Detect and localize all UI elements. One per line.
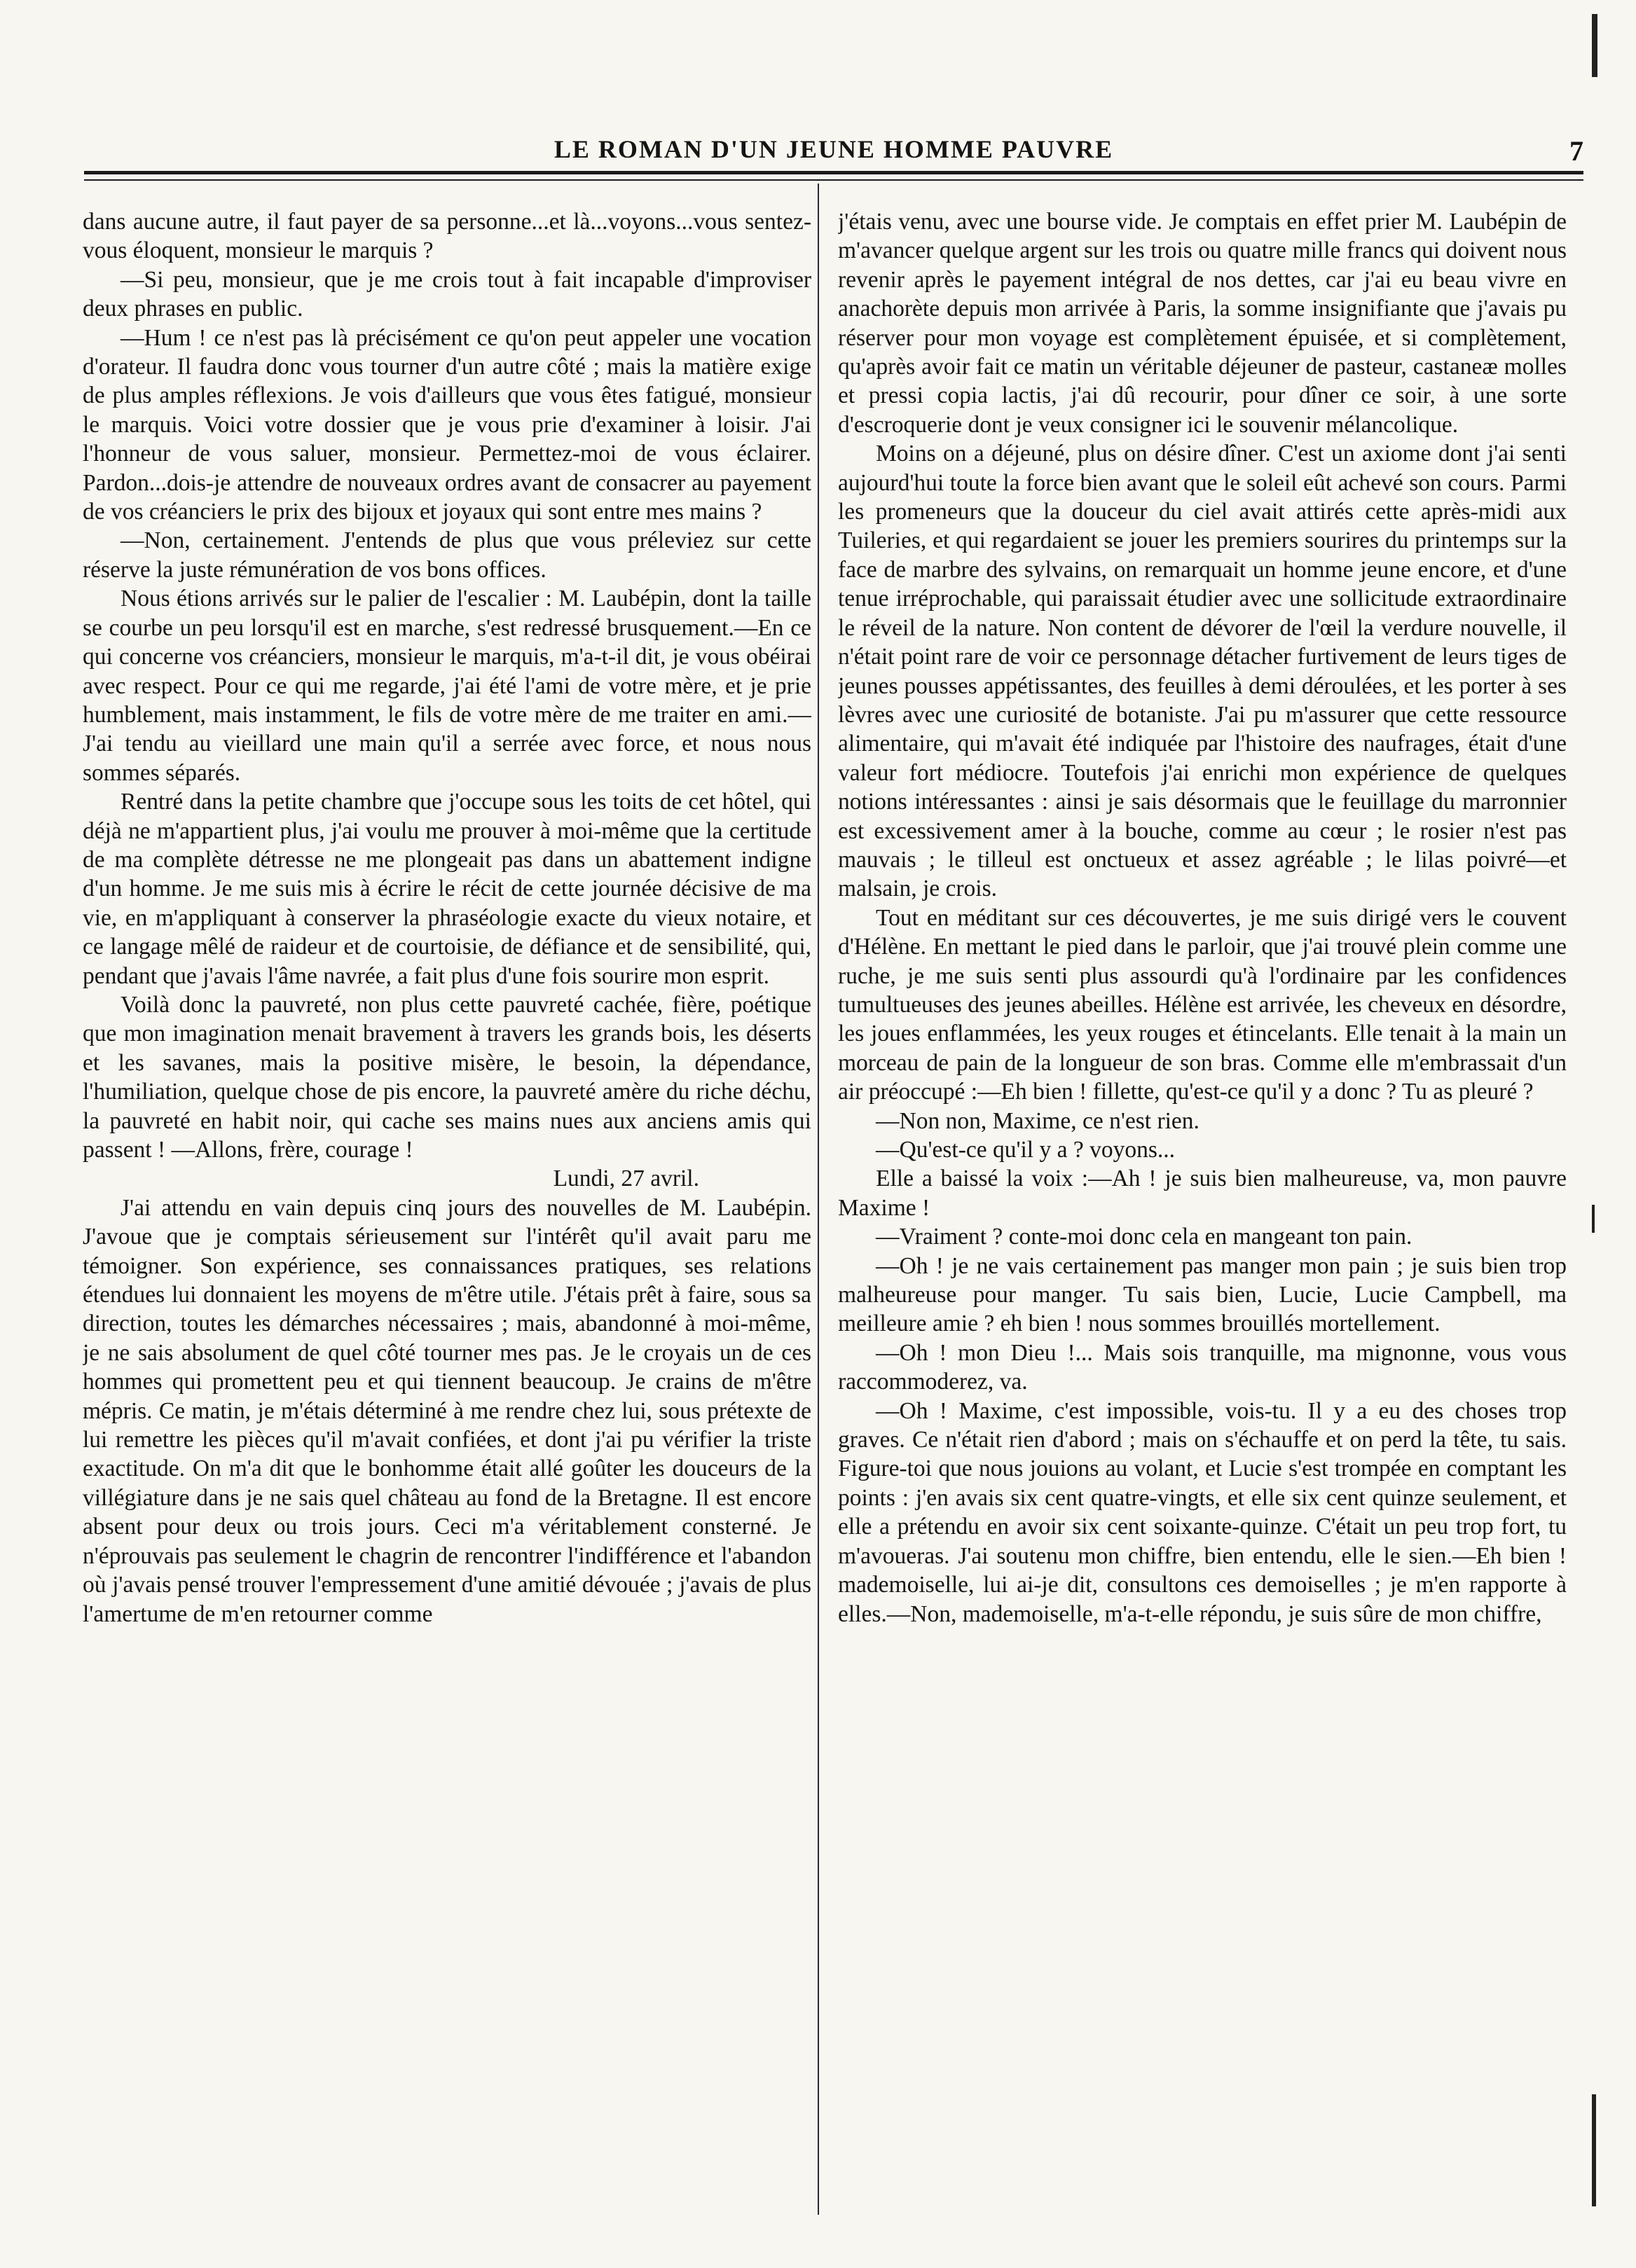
right-column bbox=[838, 207, 1567, 2239]
paragraph: Elle a baissé la voix :—Ah ! je suis bien malheureuse, va, mon pauvre Maxime ! bbox=[838, 1166, 1567, 1221]
paragraph: j'étais venu, avec une bourse vide. Je comptais en effet prier M. Laubépin de m'avancer quelque argent sur les trois ou quatre mille francs qui doivent nous revenir après le payement intégral de nos dettes, car j'ai eu beau vivre en anachorète depuis mon arrivée à Paris, la somme insignifiante que j'avais pu réserver pour mon voyage est complètement épuisée, et si complètement, qu'après avoir fait ce matin un véritable déjeuner de pasteur, castaneæ molles et pressi copia lactis, j'ai dû recourir, pour dîner ce soir, à une sorte d'escroquerie dont je veux consigner ici le souvenir mélancolique. bbox=[838, 209, 1567, 438]
paragraph: J'ai attendu en vain depuis cinq jours des nouvelles de M. Laubépin. J'avoue que je comptais sérieusement sur l'intérêt qu'il avait paru me témoigner. Son expérience, ses connaissances pratiques, ses relations étendues lui donnaient les moyens de m'être utile. J'étais prêt à faire, sous sa direction, toutes les démarches nécessaires ; mais, abandonné à moi-même, je ne sais absolument de quel côté tourner mes pas. Je le croyais un de ces hommes qui promettent peu et qui tiennent beaucoup. Je crains de m'être mépris. Ce matin, je m'étais déterminé à me rendre chez lui, sous prétexte de lui remettre les pièces qu'il m'avait confiées, et dont j'ai pu vérifier la triste exactitude. On m'a dit que le bonhomme était allé goûter les douceurs de la villégiature dans je ne sais quel château au fond de la Bretagne. Il est encore absent pour deux ou trois jours. Ceci m'a véritablement consterné. Je n'éprouvais pas seulement le chagrin de rencontrer l'indifférence et l'abandon où j'avais pensé trouver l'empressement d'une amitié dévouée ; j'avais de plus l'amertume de m'en retourner comme bbox=[83, 1194, 811, 1627]
scan-edge-mark bbox=[1592, 1205, 1595, 1233]
header-rule-thick bbox=[84, 171, 1583, 174]
paragraph: —Non non, Maxime, ce n'est rien. bbox=[876, 1107, 1199, 1134]
paragraph: —Oh ! Maxime, c'est impossible, vois-tu. Il y a eu des choses trop graves. Ce n'était rien d'abord ; mais on s'échauffe et on perd la tête, tu sais. Figure-toi que nous jouions au volant, et Lucie s'est trompée en comptant les points : j'en avais six cent quatre-vingts, et elle six cent quinze seulement, et elle a prétendu en avoir six cent soixante-quinze. C'était un peu trop fort, tu m'avoueras. J'ai soutenu mon chiffre, bien entendu, elle le sien.—Eh bien ! mademoiselle, lui ai-je dit, consultons ces demoiselles ; je m'en rapporte à elles.—Non, mademoiselle, m'a-t-elle répondu, je suis sûre de mon chiffre, bbox=[838, 1397, 1567, 1627]
dateline: Lundi, 27 avril. bbox=[553, 1166, 699, 1192]
page-number: 7 bbox=[1569, 135, 1583, 167]
scan-edge-mark bbox=[1592, 14, 1597, 77]
paragraph: dans aucune autre, il faut payer de sa personne...et là...voyons...vous sentez-vous éloquent, monsieur le marquis ? bbox=[83, 209, 811, 264]
running-head-title: LE ROMAN D'UN JEUNE HOMME PAUVRE bbox=[554, 135, 1114, 163]
paragraph: Voilà donc la pauvreté, non plus cette pauvreté cachée, fière, poétique que mon imagination menait bravement à travers les grands bois, les déserts et les savanes, mais la positive misère, le besoin, la dépendance, l'humiliation, quelque chose de pis encore, la pauvreté amère du riche déchu, la pauvreté en habit noir, qui cache ses mains nues aux anciens amis qui passent ! —Allons, frère, courage ! bbox=[83, 991, 811, 1163]
paragraph: —Si peu, monsieur, que je me crois tout à fait incapable d'improviser deux phrases en public. bbox=[83, 266, 811, 322]
paragraph: —Oh ! je ne vais certainement pas manger mon pain ; je suis bien trop malheureuse pour manger. Tu sais bien, Lucie, Lucie Campbell, ma meilleure amie ? eh bien ! nous sommes brouillés mortellement. bbox=[838, 1252, 1567, 1337]
paragraph: —Qu'est-ce qu'il y a ? voyons... bbox=[876, 1137, 1176, 1163]
page-header bbox=[84, 134, 1583, 168]
scan-edge-mark bbox=[1592, 2094, 1596, 2206]
header-rule-thin bbox=[84, 179, 1583, 181]
paragraph: Rentré dans la petite chambre que j'occupe sous les toits de cet hôtel, qui déjà ne m'appartient plus, j'ai voulu me prouver à moi-même que la certitude de ma complète détresse ne me plongeait pas dans un abattement indigne d'un homme. Je me suis mis à écrire le récit de cette journée décisive de ma vie, en m'appliquant à conserver la phraséologie exacte du vieux notaire, et ce langage mêlé de raideur et de courtoisie, de défiance et de sensibilité, qui, pendant que j'avais l'âme navrée, a fait plus d'une fois sourire mon esprit. bbox=[83, 789, 811, 989]
paragraph: Nous étions arrivés sur le palier de l'escalier : M. Laubépin, dont la taille se courbe un peu lorsqu'il est en marche, s'est redressé brusquement.—En ce qui concerne vos créanciers, monsieur le marquis, m'a-t-il dit, je vous obéirai avec respect. Pour ce qui me regarde, j'ai été l'ami de votre mère, et je prie humblement, mais instamment, le fils de votre mère de me traiter en ami.—J'ai tendu au vieillard une main qu'il a serrée avec force, et nous nous sommes séparés. bbox=[83, 586, 811, 786]
paragraph: —Oh ! mon Dieu !... Mais sois tranquille, ma mignonne, vous vous raccommoderez, va. bbox=[838, 1339, 1567, 1395]
paragraph: —Vraiment ? conte-moi donc cela en mangeant ton pain. bbox=[876, 1224, 1412, 1250]
paragraph: Tout en méditant sur ces découvertes, je me suis dirigé vers le couvent d'Hélène. En mettant le pied dans le parloir, que j'ai trouvé plein comme une ruche, je me suis senti plus assourdi qu'à l'ordinaire par les confidences tumultueuses des jeunes abeilles. Hélène est arrivée, les cheveux en désordre, les joues enflammées, les yeux rouges et étincelants. Elle tenait à la main un morceau de pain de la longueur de son bras. Comme elle m'embrassait d'un air préoccupé :—Eh bien ! fillette, qu'est-ce qu'il y a donc ? Tu as pleuré ? bbox=[838, 904, 1567, 1105]
column-divider bbox=[818, 184, 819, 2215]
paragraph: —Hum ! ce n'est pas là précisément ce qu'on peut appeler une vocation d'orateur. Il faudra donc vous tourner d'un autre côté ; mais la matière exige de plus amples réflexions. Je vois d'ailleurs que vous êtes fatigué, monsieur le marquis. Voici votre dossier que je vous prie d'examiner à loisir. J'ai l'honneur de vous saluer, monsieur. Permettez-moi de vous éclairer. Pardon...dois-je attendre de nouveaux ordres avant de consacrer au payement de vos créanciers le prix des bijoux et joyaux qui sont entre mes mains ? bbox=[83, 324, 811, 525]
paragraph: Moins on a déjeuné, plus on désire dîner. C'est un axiome dont j'ai senti aujourd'hui toute la force bien avant que le soleil eût achevé son cours. Parmi les promeneurs que la douceur du ciel avait attirés cette après-midi aux Tuileries, et qui regardaient se jouer les premiers sourires du printemps sur la face de marbre des sylvains, on remarquait un homme jeune encore, et d'une tenue irréprochable, qui paraissait étudier avec une sollicitude extraordinaire le réveil de la nature. Non content de dévorer de l'œil la verdure nouvelle, il n'était point rare de voir ce personnage détacher furtivement de leurs tiges de jeunes pousses appétissantes, des feuilles à demi déroulées, et les porter à ses lèvres avec une curiosité de botaniste. J'ai pu m'assurer que cette ressource alimentaire, qui m'avait été indiquée par l'histoire des naufrages, était d'une valeur fort médiocre. Toutefois j'ai enrichi mon expérience de quelques notions intéressantes : ainsi je sais désormais que le feuillage du marronnier est excessivement amer à la bouche, comme au cœur ; le rosier n'est pas mauvais ; le tilleul est onctueux et assez agréable ; le lilas poivré—et malsain, je crois. bbox=[838, 441, 1567, 902]
left-column bbox=[83, 207, 811, 2239]
paragraph: —Non, certainement. J'entends de plus que vous préleviez sur cette réserve la juste rémunération de vos bons offices. bbox=[83, 527, 811, 583]
